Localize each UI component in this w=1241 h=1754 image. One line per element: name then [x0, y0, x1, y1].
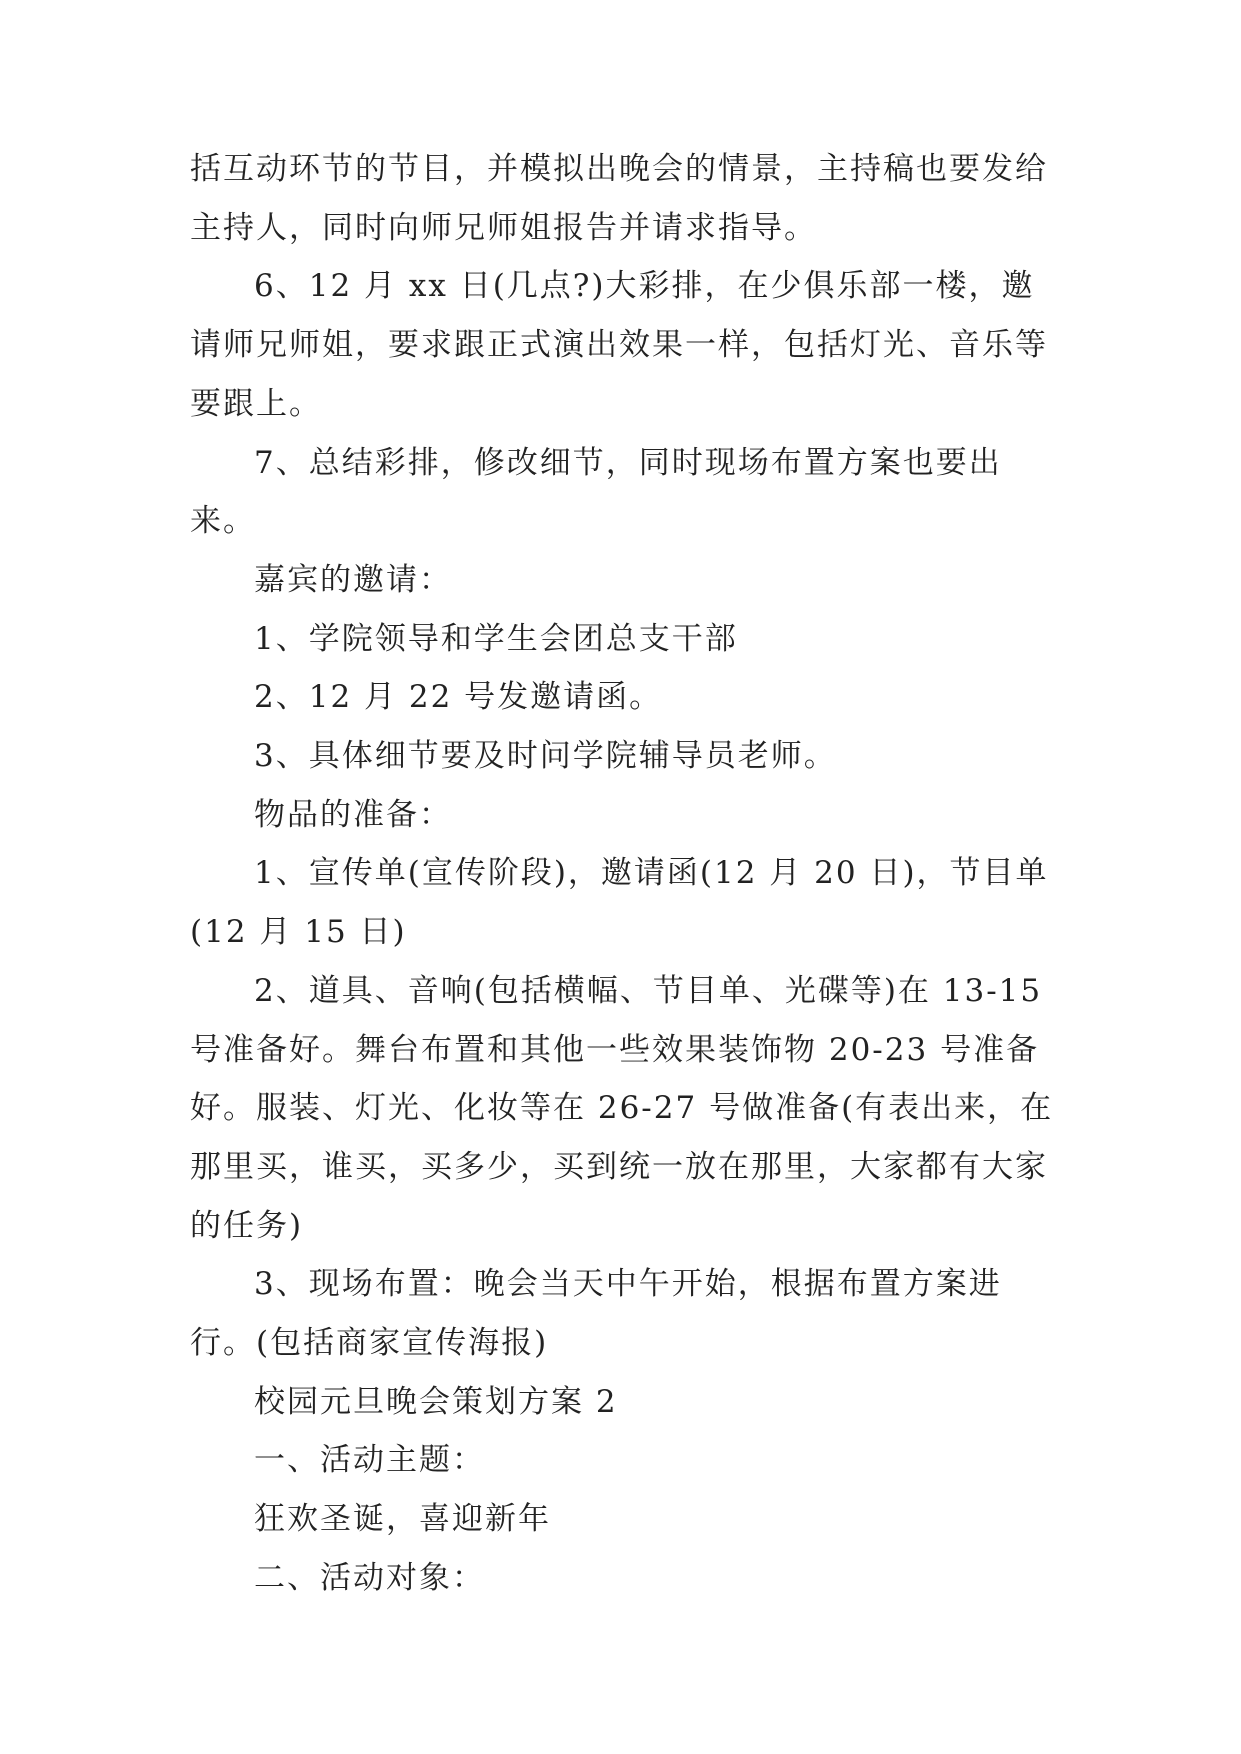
section-heading: 一、活动主题：	[254, 1442, 485, 1479]
paragraph: 1、学院领导和学生会团总支干部	[254, 620, 738, 657]
paragraph: 2、道具、音响(包括横幅、节目单、光碟等)在 13-15 号准备好。舞台布置和其他一些效果装饰物 20-23 号准备好。服装、灯光、化妆等在 26-27 号做准备(有表出来，在那里买，谁买，买多少，买到统一放在那里，大家都有大家的任务)	[190, 972, 1054, 1244]
paragraph: 1、宣传单(宣传阶段)，邀请函(12 月 20 日)，节目单(12 月 15 日)	[190, 855, 1049, 951]
section-heading: 二、活动对象：	[254, 1559, 485, 1596]
section-heading: 物品的准备：	[254, 796, 452, 833]
document-body	[190, 140, 1060, 1608]
paragraph: 3、具体细节要及时问学院辅导员老师。	[254, 738, 837, 775]
paragraph: 括互动环节的节目，并模拟出晚会的情景，主持稿也要发给主持人，同时向师兄师姐报告并请求指导。	[190, 151, 1048, 246]
paragraph: 狂欢圣诞，喜迎新年	[254, 1501, 551, 1538]
section-heading: 嘉宾的邀请：	[254, 561, 452, 598]
paragraph: 7、总结彩排，修改细节，同时现场布置方案也要出来。	[190, 444, 1002, 540]
paragraph: 6、12 月 xx 日(几点?)大彩排，在少俱乐部一楼，邀请师兄师姐，要求跟正式演出效果一样，包括灯光、音乐等要跟上。	[190, 268, 1048, 422]
document-title: 校园元旦晚会策划方案 2	[254, 1383, 618, 1420]
paragraph: 2、12 月 22 号发邀请函。	[254, 679, 663, 716]
paragraph: 3、现场布置：晚会当天中午开始，根据布置方案进行。(包括商家宣传海报)	[190, 1266, 1002, 1362]
